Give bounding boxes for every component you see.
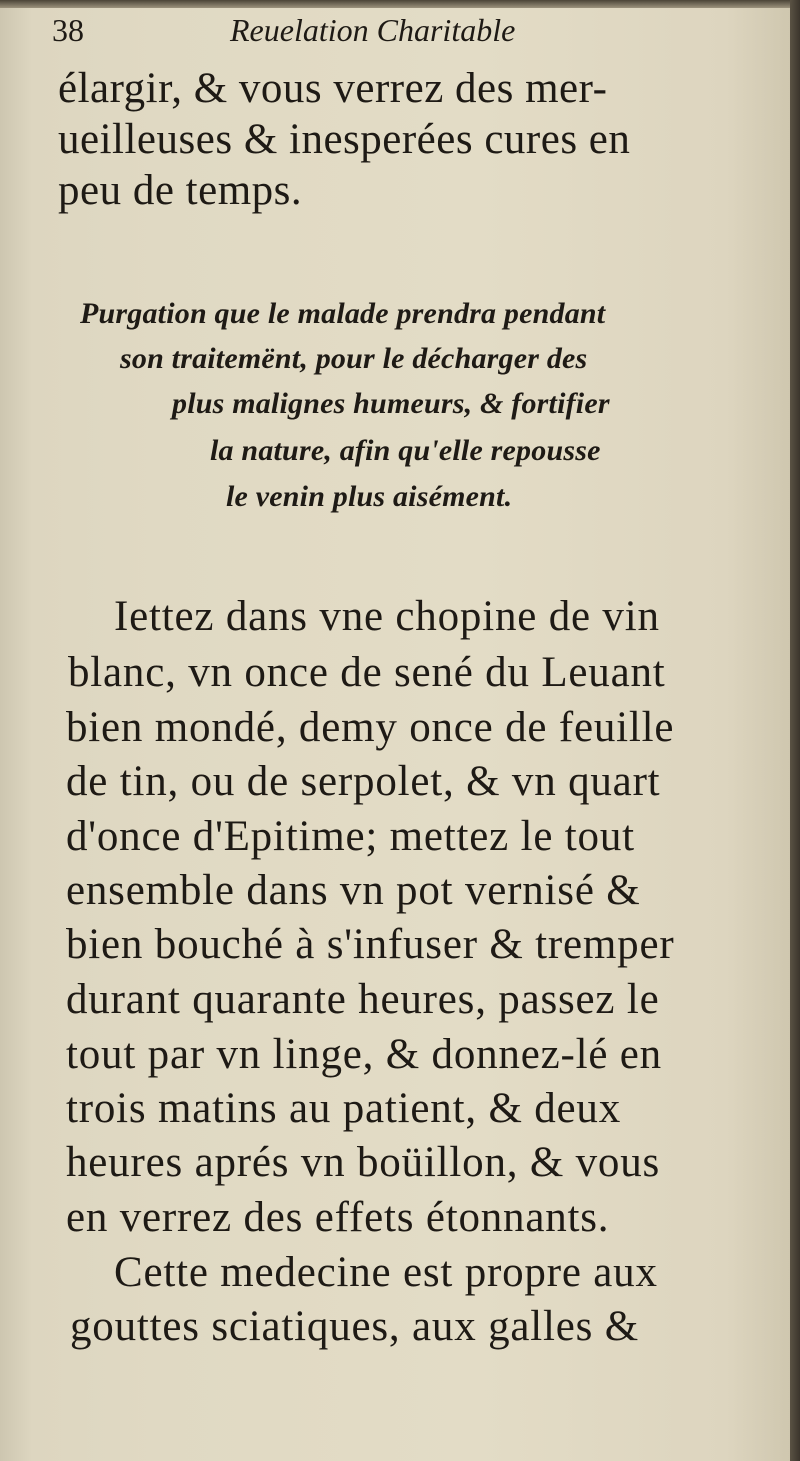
body-line: trois matins au patient, & deux (66, 1085, 622, 1132)
body-line: Iettez dans vne chopine de vin (114, 593, 660, 640)
body-line: de tin, ou de serpolet, & vn quart (66, 758, 661, 805)
section-heading-line: plus malignes humeurs, & fortifier (172, 387, 610, 420)
body-line: Cette medecine est propre aux (114, 1249, 658, 1296)
section-heading-line: Purgation que le malade prendra pendant (80, 297, 606, 330)
body-line: ensemble dans vn pot vernisé & (66, 867, 641, 914)
body-line: blanc, vn once de sené du Leuant (68, 649, 666, 696)
running-head: Reuelation Charitable (230, 12, 516, 48)
section-heading-line: le venin plus aisément. (226, 480, 513, 513)
intro-line: ueilleuses & inesperées cures en (58, 116, 631, 163)
page-number: 38 (52, 12, 84, 48)
page-top-edge (0, 0, 790, 8)
body-line: tout par vn linge, & donnez-lé en (66, 1031, 662, 1078)
body-line: bien mondé, demy once de feuille (66, 704, 675, 751)
page-header (52, 10, 652, 50)
intro-line: peu de temps. (58, 167, 303, 214)
body-line: bien bouché à s'infuser & tremper (66, 921, 675, 968)
body-line: gouttes sciatiques, aux galles & (70, 1303, 639, 1350)
page-right-edge (790, 0, 800, 1461)
body-line: d'once d'Epitime; mettez le tout (66, 813, 635, 860)
section-heading-line: son traitemënt, pour le décharger des (120, 342, 588, 375)
body-line: heures aprés vn boüillon, & vous (66, 1139, 661, 1186)
section-heading-line: la nature, afin qu'elle repousse (210, 434, 601, 467)
intro-line: élargir, & vous verrez des mer- (58, 65, 608, 112)
body-line: en verrez des effets étonnants. (66, 1194, 610, 1241)
body-line: durant quarante heures, passez le (66, 976, 660, 1023)
